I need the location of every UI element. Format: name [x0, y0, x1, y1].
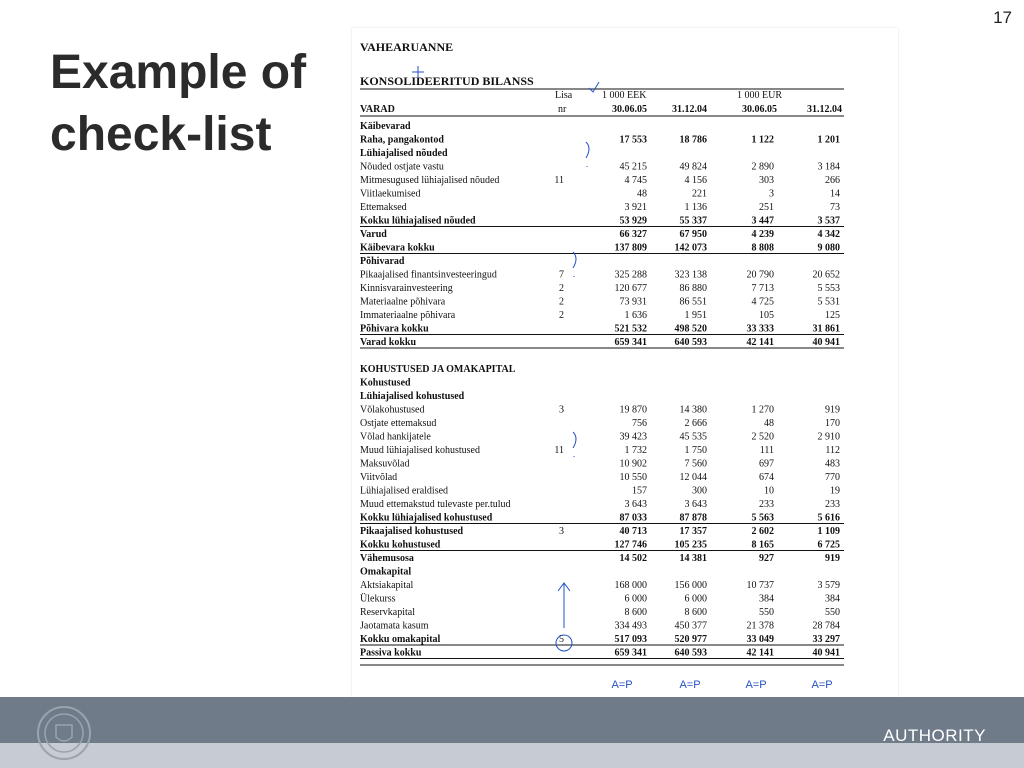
row-value-v2: 1 136 [684, 202, 707, 213]
col-nr: nr [558, 104, 567, 115]
row-value-v2: 6 000 [684, 593, 707, 605]
row-value-v1: 157 [632, 485, 647, 497]
row-value-v3: 48 [764, 418, 774, 429]
row-label: Jaotamata kasum [360, 620, 429, 632]
row-value-v3: 4 239 [751, 229, 774, 240]
row-value-v3: 42 141 [746, 647, 774, 659]
row-value-v4: 919 [825, 553, 840, 564]
row-value-v2: 300 [692, 485, 707, 497]
row-value-v2: 640 593 [674, 647, 707, 659]
margin-note: A=P [811, 679, 833, 691]
row-value-v1: 127 746 [614, 539, 647, 551]
unit-eek: 1 000 EEK [602, 90, 647, 101]
row-label: Võlakohustused [360, 404, 425, 416]
row-label: Lühiajalised nõuded [360, 148, 448, 159]
row-value-v4: 33 297 [812, 634, 840, 645]
row-value-v2: 640 593 [674, 337, 707, 348]
row-value-v3: 33 049 [746, 634, 774, 645]
row-value-v4: 1 201 [817, 134, 840, 146]
row-value-v3: 2 602 [751, 526, 774, 537]
row-value-v1: 659 341 [614, 647, 647, 659]
row-value-v4: 770 [825, 472, 840, 483]
margin-note: A=P [745, 679, 767, 691]
col-date1: 30.06.05 [612, 104, 647, 115]
row-value-v2: 86 551 [679, 296, 707, 308]
row-label: Muud ettemakstud tulevaste per.tulud [360, 499, 511, 510]
row-value-v1: 87 033 [619, 512, 647, 524]
col-date2: 31.12.04 [672, 104, 707, 115]
row-label: Reservkapital [360, 607, 415, 618]
row-value-v4: 3 579 [817, 580, 840, 591]
row-value-v4: 31 861 [812, 323, 840, 335]
row-value-v4: 170 [825, 418, 840, 429]
row-value-v2: 4 156 [684, 175, 707, 186]
row-value-v1: 659 341 [614, 337, 647, 348]
row-label: Käibevara kokku [360, 242, 435, 254]
row-value-v3: 8 808 [751, 242, 774, 254]
footer-strip [0, 743, 1024, 768]
row-value-v4: 919 [825, 404, 840, 416]
row-value-v3: 7 713 [751, 283, 774, 294]
row-value-v2: 18 786 [679, 134, 707, 146]
row-value-v2: 14 381 [679, 553, 707, 564]
row-value-v4: 125 [825, 310, 840, 321]
row-value-v2: 67 950 [679, 229, 707, 240]
seal-icon [36, 705, 92, 761]
row-label: Vähemusosa [360, 553, 414, 564]
row-value-v1: 53 929 [619, 215, 647, 227]
row-value-v2: 87 878 [679, 512, 707, 524]
row-value-v4: 266 [825, 175, 840, 186]
row-label: Pikaajalised kohustused [360, 526, 464, 537]
row-value-v3: 10 [764, 485, 774, 497]
row-value-v3: 4 725 [751, 296, 774, 308]
row-value-v1: 3 643 [624, 499, 647, 510]
row-value-v1: 168 000 [614, 580, 647, 591]
row-value-v2: 2 666 [684, 418, 707, 429]
row-value-v2: 17 357 [679, 526, 707, 537]
row-label: Omakapital [360, 566, 412, 578]
row-value-v2: 105 235 [674, 539, 707, 551]
row-lisa: 3 [559, 526, 564, 537]
row-value-v2: 45 535 [679, 431, 707, 443]
row-label: Kokku omakapital [360, 634, 441, 645]
row-value-v1: 6 000 [624, 593, 647, 605]
row-label: Materiaalne põhivara [360, 296, 446, 308]
row-value-v3: 21 378 [746, 620, 774, 632]
row-label: Lühiajalised kohustused [360, 391, 465, 402]
row-label: Varud [360, 229, 387, 240]
row-value-v1: 73 931 [619, 296, 647, 308]
row-label: Mitmesugused lühiajalised nõuded [360, 175, 500, 186]
row-value-v1: 66 327 [619, 229, 647, 240]
row-value-v4: 3 537 [817, 215, 840, 227]
row-value-v2: 1 951 [684, 310, 707, 321]
document-page [352, 28, 898, 742]
row-value-v3: 697 [759, 458, 774, 470]
row-label: Lühiajalised eraldised [360, 485, 449, 497]
row-lisa: 7 [559, 269, 564, 281]
row-value-v3: 384 [759, 593, 774, 605]
row-value-v4: 5 553 [817, 283, 840, 294]
row-label: Ettemaksed [360, 202, 407, 213]
row-value-v3: 33 333 [746, 323, 774, 335]
slide-title: Example of check-list [50, 46, 307, 161]
row-label: Varad kokku [360, 337, 417, 348]
col-lisa: Lisa [555, 90, 573, 101]
row-value-v3: 2 890 [751, 161, 774, 173]
row-value-v4: 233 [825, 499, 840, 510]
row-value-v1: 3 921 [624, 202, 647, 213]
row-value-v3: 42 141 [746, 337, 774, 348]
row-value-v4: 2 910 [817, 431, 840, 443]
row-value-v1: 334 493 [614, 620, 647, 632]
row-value-v1: 10 902 [619, 458, 647, 470]
row-label: Maksuvõlad [360, 458, 410, 470]
row-value-v3: 2 520 [751, 431, 774, 443]
row-value-v4: 3 184 [817, 161, 840, 173]
row-value-v2: 55 337 [679, 215, 707, 227]
row-value-v1: 325 288 [614, 269, 647, 281]
row-value-v3: 303 [759, 175, 774, 186]
row-value-v4: 19 [830, 485, 840, 497]
row-value-v3: 927 [759, 553, 774, 564]
row-value-v2: 8 600 [684, 607, 707, 618]
row-value-v2: 221 [692, 188, 707, 200]
row-lisa: 3 [559, 404, 564, 416]
row-value-v1: 40 713 [619, 526, 647, 537]
row-value-v4: 73 [830, 202, 840, 213]
row-value-v3: 1 270 [751, 404, 774, 416]
row-value-v1: 14 502 [619, 553, 647, 564]
row-label: Viitlaekumised [360, 188, 421, 200]
footer-band [0, 697, 1024, 743]
row-label: Võlad hankijatele [360, 431, 431, 443]
row-value-v4: 40 941 [812, 337, 840, 348]
row-label: Immateriaalne põhivara [360, 310, 456, 321]
row-value-v2: 156 000 [674, 580, 707, 591]
row-label: Aktsiakapital [360, 580, 414, 591]
margin-note: A=P [679, 679, 701, 691]
row-value-v1: 517 093 [614, 634, 647, 645]
row-value-v2: 142 073 [674, 242, 707, 254]
footer-authority-text: AUTHORITY [883, 726, 986, 745]
row-value-v1: 1 732 [624, 445, 647, 456]
row-label: Põhivarad [360, 256, 405, 267]
row-value-v3: 674 [759, 472, 774, 483]
row-label: Ostjate ettemaksud [360, 418, 437, 429]
row-value-v3: 8 165 [751, 539, 774, 551]
row-value-v3: 105 [759, 310, 774, 321]
row-label: KOHUSTUSED JA OMAKAPITAL [360, 364, 516, 375]
row-value-v3: 233 [759, 499, 774, 510]
row-value-v4: 14 [830, 188, 840, 200]
row-value-v4: 5 531 [817, 296, 840, 308]
row-label: Pikaajalised finantsinvesteeringud [360, 269, 497, 281]
row-label: Passiva kokku [360, 647, 422, 659]
slide-number: 17 [993, 8, 1012, 27]
row-value-v1: 137 809 [614, 242, 647, 254]
row-value-v2: 520 977 [674, 634, 707, 645]
row-value-v4: 9 080 [817, 242, 840, 254]
col-date3: 30.06.05 [742, 104, 777, 115]
row-value-v2: 86 880 [679, 283, 707, 294]
row-label: Viitvõlad [360, 472, 398, 483]
row-value-v3: 1 122 [751, 134, 774, 146]
row-value-v2: 1 750 [684, 445, 707, 456]
row-value-v4: 40 941 [812, 647, 840, 659]
row-value-v1: 4 745 [624, 175, 647, 186]
row-value-v4: 28 784 [812, 620, 840, 632]
row-value-v4: 550 [825, 607, 840, 618]
row-value-v4: 20 652 [812, 269, 840, 281]
row-value-v1: 521 532 [614, 323, 647, 335]
row-lisa: 2 [559, 283, 564, 294]
row-value-v4: 4 342 [817, 229, 840, 240]
row-value-v3: 5 563 [751, 512, 774, 524]
balance-rows [360, 121, 844, 659]
row-value-v1: 10 550 [619, 472, 647, 483]
row-lisa: 11 [554, 445, 564, 456]
row-value-v1: 19 870 [619, 404, 647, 416]
row-value-v2: 323 138 [674, 269, 707, 281]
row-label: Käibevarad [360, 121, 411, 132]
row-value-v4: 483 [825, 458, 840, 470]
row-lisa: 2 [559, 310, 564, 321]
row-value-v4: 112 [825, 445, 840, 456]
margin-notes [611, 679, 832, 691]
row-label: Kinnisvarainvesteering [360, 283, 453, 294]
margin-note: A=P [611, 679, 633, 691]
row-label: Muud lühiajalised kohustused [360, 445, 480, 456]
row-label: Kokku lühiajalised kohustused [360, 512, 493, 524]
row-value-v3: 3 447 [751, 215, 774, 227]
row-label: Ülekurss [360, 593, 396, 605]
doc-heading-bilanss: KONSOLIDEERITUD BILANSS [360, 74, 534, 88]
row-value-v1: 39 423 [619, 431, 647, 443]
row-lisa: 11 [554, 175, 564, 186]
row-label: Kokku kohustused [360, 539, 441, 551]
balance-sheet-scan [352, 28, 898, 742]
row-label: Kokku lühiajalised nõuded [360, 215, 476, 227]
varad-label: VARAD [360, 104, 395, 115]
doc-heading-vahearuanne: VAHEARUANNE [360, 40, 454, 54]
row-value-v4: 384 [825, 593, 840, 605]
row-value-v3: 3 [769, 188, 774, 200]
row-value-v2: 14 380 [679, 404, 707, 416]
unit-eur: 1 000 EUR [737, 90, 782, 101]
row-value-v2: 12 044 [679, 472, 707, 483]
row-value-v4: 1 109 [817, 526, 840, 537]
row-value-v2: 450 377 [674, 620, 707, 632]
row-value-v4: 5 616 [817, 512, 840, 524]
col-date4: 31.12.04 [807, 104, 842, 115]
row-label: Kohustused [360, 377, 411, 389]
row-value-v2: 49 824 [679, 161, 707, 173]
row-value-v3: 550 [759, 607, 774, 618]
row-value-v2: 7 560 [684, 458, 707, 470]
row-lisa: 2 [559, 296, 564, 308]
row-label: Põhivara kokku [360, 323, 429, 335]
row-value-v1: 1 636 [624, 310, 647, 321]
row-value-v1: 756 [632, 418, 647, 429]
row-value-v1: 17 553 [619, 134, 647, 146]
row-value-v2: 498 520 [674, 323, 707, 335]
row-value-v3: 111 [759, 445, 774, 456]
row-value-v3: 10 737 [746, 580, 774, 591]
row-value-v1: 120 677 [614, 283, 647, 294]
row-value-v4: 6 725 [817, 539, 840, 551]
row-value-v3: 251 [759, 202, 774, 213]
row-value-v2: 3 643 [684, 499, 707, 510]
row-value-v1: 45 215 [619, 161, 647, 173]
row-label: Raha, pangakontod [360, 134, 444, 146]
row-value-v1: 8 600 [624, 607, 647, 618]
row-label: Nõuded ostjate vastu [360, 161, 444, 173]
row-value-v1: 48 [637, 188, 647, 200]
row-value-v3: 20 790 [746, 269, 774, 281]
row-lisa: 5 [559, 634, 564, 645]
